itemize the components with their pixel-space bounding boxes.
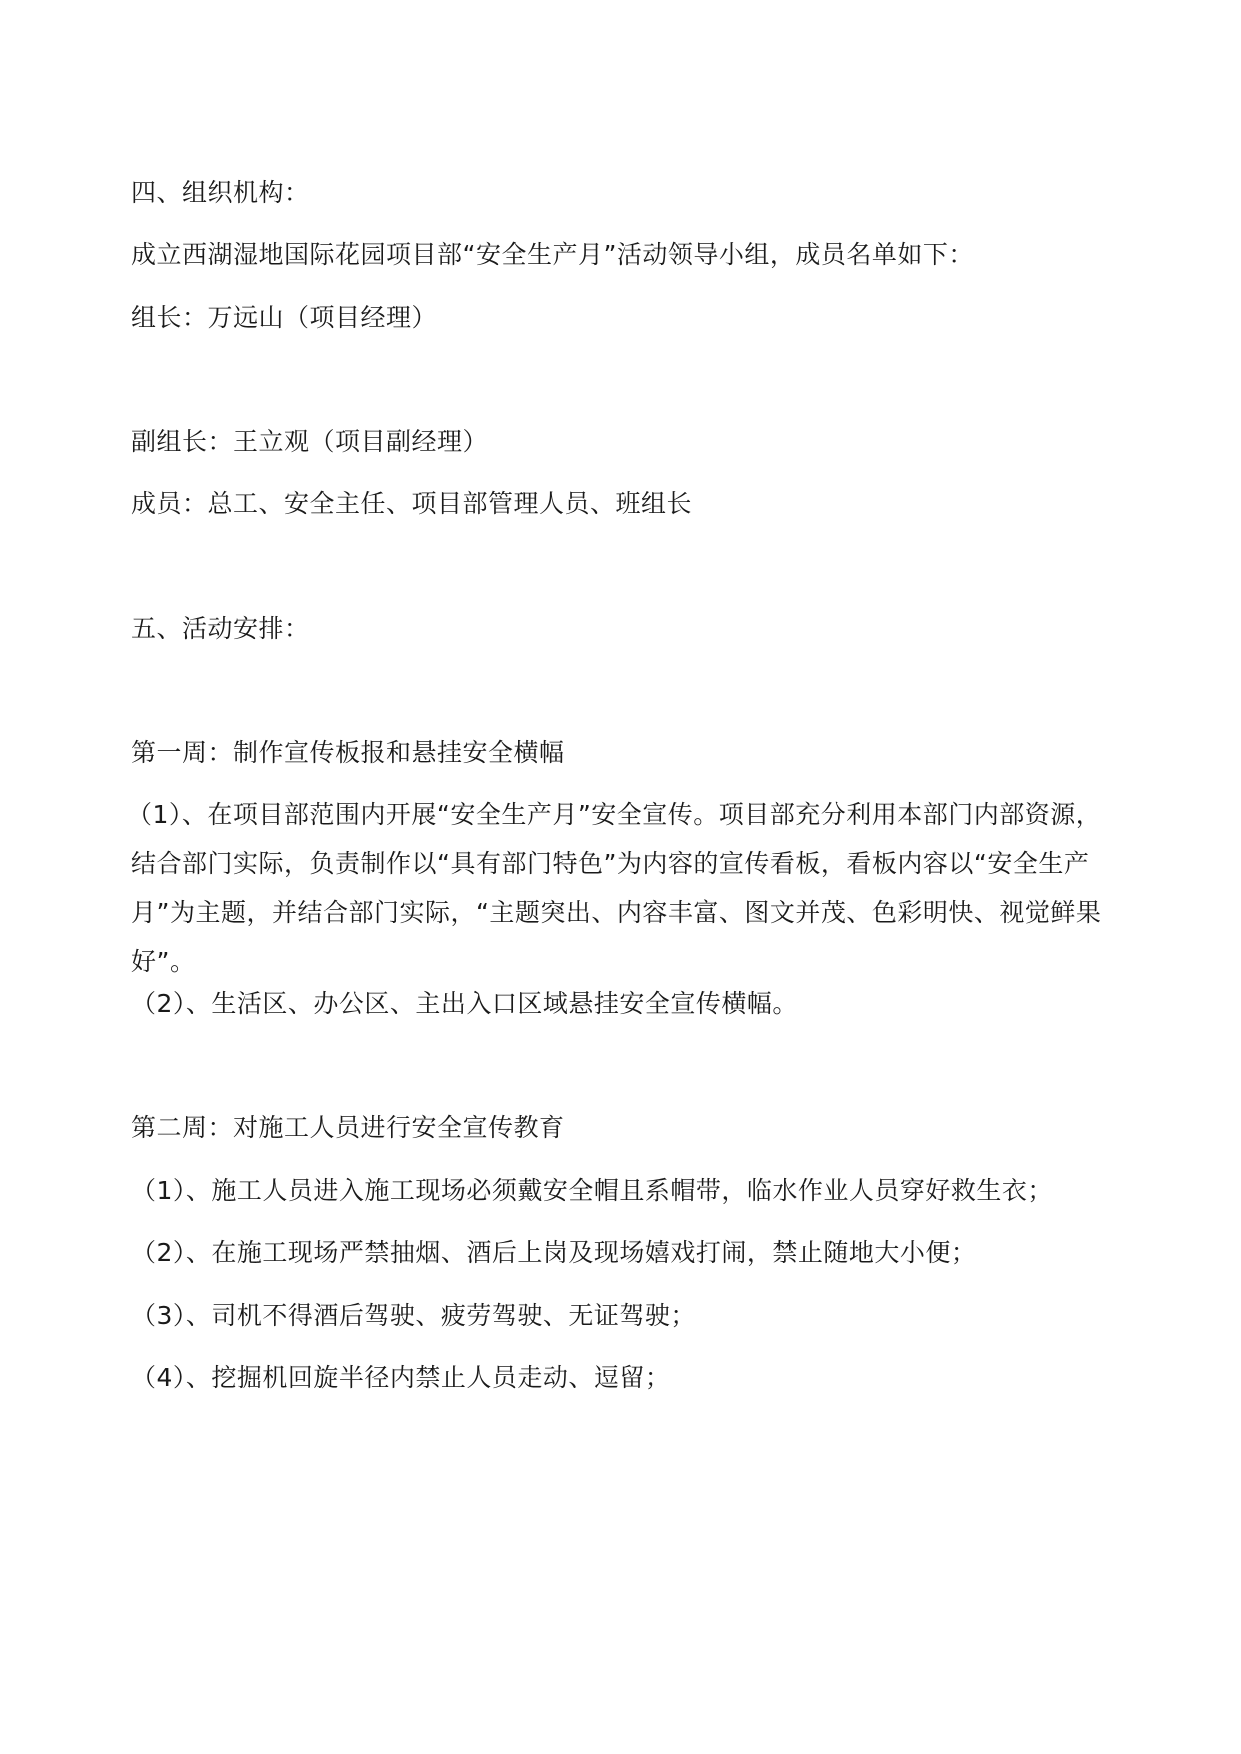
section5-heading: 五、活动安排： (131, 614, 310, 643)
section4-heading: 四、组织机构： (131, 178, 310, 207)
week2-item: （1）、施工人员进入施工现场必须戴安全帽且系帽带，临水作业人员穿好救生衣； (131, 1176, 1053, 1205)
deputy-leader-line: 副组长：王立观（项目副经理） (131, 427, 489, 456)
week1-item: （1）、在项目部范围内开展“安全生产月”安全宣传。项目部充分利用本部门内部资源，结合部门实际，负责制作以“具有部门特色”为内容的宣传看板，看板内容以“安全生产月”为主题，并结合部门实际，“主题突出、内容丰富、图文并茂、色彩明快、视觉鲜果好”。 (127, 800, 1102, 976)
group-leader-line: 组长：万远山（项目经理） (131, 303, 438, 332)
week2-item: （4）、挖掘机回旋半径内禁止人员走动、逗留； (131, 1363, 671, 1392)
week1-item: （2）、生活区、办公区、主出入口区域悬挂安全宣传横幅。 (131, 989, 798, 1018)
week2-item: （2）、在施工现场严禁抽烟、酒后上岗及现场嬉戏打闹，禁止随地大小便； (131, 1238, 977, 1267)
week1-title: 第一周：制作宣传板报和悬挂安全横幅 (131, 738, 565, 767)
section4-intro: 成立西湖湿地国际花园项目部“安全生产月”活动领导小组，成员名单如下： (131, 240, 974, 269)
members-line: 成员：总工、安全主任、项目部管理人员、班组长 (131, 489, 693, 518)
week2-title: 第二周：对施工人员进行安全宣传教育 (131, 1113, 565, 1142)
week2-item: （3）、司机不得酒后驾驶、疲劳驾驶、无证驾驶； (131, 1301, 696, 1330)
